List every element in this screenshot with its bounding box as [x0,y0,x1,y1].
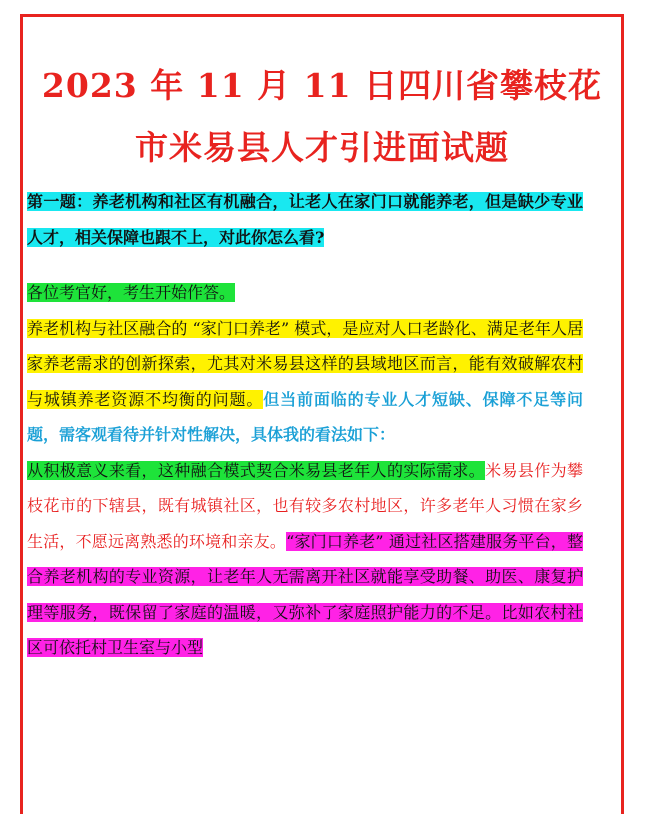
paragraph-2-tail: 比如农村社区可依托村卫生室与小型 [27,602,583,657]
paragraph-1-cyan-text: 但当前面临的专业人才短缺、保障不足等问题，需客观看待并针对性解决，具体我的看法如下： [27,389,583,444]
paragraph-2-red-text: 米易县作为攀枝花市的下辖县，既有城镇社区，也有较多农村地区，许多老年人习惯在家乡生活，不愿远离熟悉的环境和亲友。 [27,460,583,551]
paragraph-2-green-highlight: 从积极意义来看，这种融合模式契合米易县老年人的实际需求。 [27,460,486,480]
opening-paragraph [27,275,583,311]
paragraph-1-highlight: 养老机构与社区融合的 “家门口养老” 模式，是应对人口老龄化、满足老年人居家养老需求的创新探索，尤其对米易县这样的县域地区而言，能有效破解农村与城镇养老资源不均衡的问题。 [27,318,583,409]
opening-text: 各位考官好，考生开始作答。 [27,283,236,302]
paragraph-2 [27,453,583,666]
title-line-2: 市米易县人才引进面试题 [135,128,509,167]
document-content [27,184,583,666]
question-text: 第一题：养老机构和社区有机融合，让老人在家门口就能养老，但是缺少专业人才，相关保障也跟不上，对此你怎么看? [27,192,583,247]
title-line-1: 2023 年 11 月 11 日四川省攀枝花 [41,66,603,105]
paragraph-gap [27,255,583,275]
question-paragraph [27,184,583,255]
paragraph-2-magenta-highlight: “家门口养老” 通过社区搭建服务平台，整合养老机构的专业资源，让老年人无需离开社区就能享受助餐、助医、康复护理等服务，既保留了家庭的温暖，又弥补了家庭照护能力的不足。 [27,531,583,622]
page-title [23,17,621,179]
paragraph-1 [27,311,583,453]
